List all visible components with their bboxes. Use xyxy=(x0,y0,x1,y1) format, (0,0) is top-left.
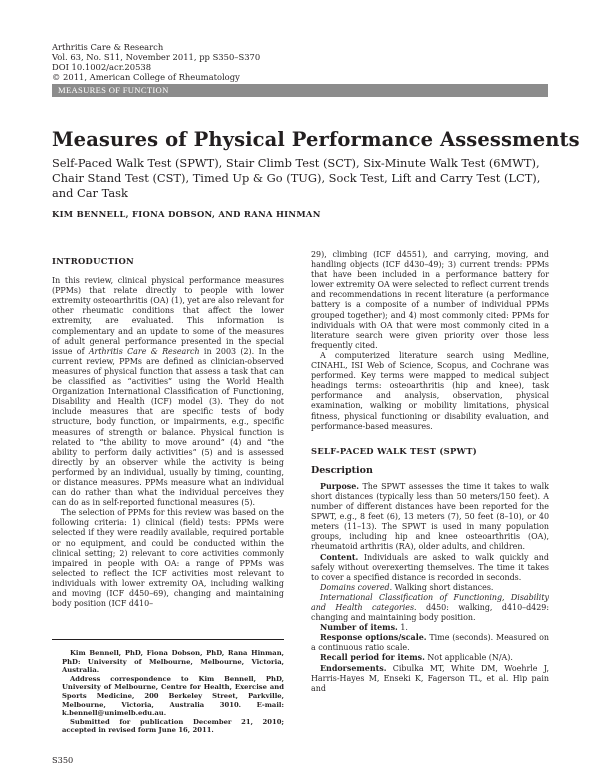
journal-volume: Vol. 63, No. S11, November 2011, pp S350–S370 xyxy=(52,52,261,62)
footnote-correspondence: Address correspondence to Kim Bennell, PhD, University of Melbourne, Centre for Health, Exercise and Sports Medicine, 200 Berkeley Street, Parkville, Melbourne, Victoria, Australia 3010. E-mail: k.bennell@unimelb.edu.au. xyxy=(62,674,284,718)
spwt-heading: SELF-PACED WALK TEST (SPWT) xyxy=(311,445,478,456)
intro-text-b: in 2003 (2). In the current review, PPMs are defined as clinician-observed measures of physical function that assess a task that can be classified as “activities” using the World Health Organization International Classification of Functioning, Disability and Health (ICF) model (3). They do not include measures that are specific tests of body structure, body function, or impairments, e.g., specific measures of strength or balance. Physical function is related to “the ability to move around” (4) and “the ability to perform daily activities” (5) and is assessed directly by an observer while the activity is being performed by an individual, usually by timing, counting, or distance measures. PPMs measure what an individual can do rather than what the individual perceives they can do as in self-reported functional measures (5). xyxy=(52,346,284,508)
description-heading: Description xyxy=(311,464,373,476)
domains-text: Walking short distances. xyxy=(392,582,494,592)
response-paragraph xyxy=(311,633,549,653)
intro-heading: INTRODUCTION xyxy=(52,256,134,266)
items-paragraph xyxy=(311,623,549,633)
journal-copyright: © 2011, American College of Rheumatology xyxy=(52,72,240,82)
domains-label: Domains covered. xyxy=(320,582,393,592)
footnote-affiliation: Kim Bennell, PhD, Fiona Dobson, PhD, Rana Hinman, PhD: University of Melbourne, Melbourne, Victoria, Australia. xyxy=(62,649,284,675)
section-label: MEASURES OF FUNCTION xyxy=(52,84,548,97)
right-column xyxy=(311,250,549,694)
icf-label: International Classification of Functioning, Disability and Health categories. xyxy=(311,592,549,612)
response-label: Response options/scale. xyxy=(320,633,427,643)
recall-text: Not applicable (N/A). xyxy=(424,653,513,663)
literature-search-paragraph: A computerized literature search using Medline, CINAHL, ISI Web of Science, Scopus, and Cochrane was performed. Key terms were mapped to medical subject headings terms: osteoarthritis (hip and knee), task performance and analysis, observation, physical examination, walking or mobility limitations, physical fitness, physical functioning or disability evaluation, and performance-based measures. xyxy=(311,350,549,431)
purpose-paragraph xyxy=(311,482,549,553)
footnote-rule xyxy=(52,639,284,640)
recall-paragraph xyxy=(311,653,549,663)
items-label: Number of items. xyxy=(320,623,398,633)
domains-paragraph xyxy=(311,583,549,593)
journal-name: Arthritis Care & Research xyxy=(52,42,164,52)
items-text: 1. xyxy=(397,623,408,633)
journal-title-italic: Arthritis Care & Research xyxy=(88,346,200,356)
content-text: Individuals are asked to walk quickly and safely without overexerting themselves. The time it takes to cover a specified distance is recorded in seconds. xyxy=(311,552,549,582)
journal-citation xyxy=(52,42,260,82)
endorsements-label: Endorsements. xyxy=(320,663,387,673)
page-number: S350 xyxy=(52,755,74,765)
footnote-submission: Submitted for publication December 21, 2010; accepted in revised form June 16, 2011. xyxy=(62,717,284,735)
article-authors: KIM BENNELL, FIONA DOBSON, AND RANA HINMAN xyxy=(52,209,321,219)
icf-paragraph xyxy=(311,593,549,623)
intro-paragraph-1 xyxy=(52,276,284,508)
endorsements-paragraph xyxy=(311,664,549,694)
criteria-continued: 29), climbing (ICF d4551), and carrying, moving, and handling objects (ICF d430–49); 3) current trends: PPMs that have been included in a performance battery for lower extremity OA were selected to reflect current trends and recommendations in recent literature (a performance battery is a composite of a number of individual PPMs grouped together); and 4) most commonly cited: PPMs for individuals with OA that were most commonly cited in a literature search were given priority over those less frequently cited. xyxy=(311,250,549,350)
content-label: Content. xyxy=(320,552,359,562)
article-subtitle: Self-Paced Walk Test (SPWT), Stair Climb Test (SCT), Six-Minute Walk Test (6MWT), Chair Stand Test (CST), Timed Up & Go (TUG), Sock Test, Lift and Carry Test (LCT), and Car Task xyxy=(52,156,541,200)
author-footnote xyxy=(62,649,284,735)
recall-label: Recall period for items. xyxy=(320,653,425,663)
intro-text-a: In this review, clinical physical performance measures (PPMs) that relate directly to people with lower extremity osteoarthritis (OA) (1), yet are also relevant for other rheumatic conditions that affect the lower extremity, are evaluated. This information is complementary and an update to some of the measures of adult general performance presented in the special issue of xyxy=(52,276,284,356)
left-column xyxy=(52,256,284,609)
section-gap xyxy=(311,432,549,446)
endorsements-text: Cibulka MT, White DM, Woehrle J, Harris-Hayes M, Enseki K, Fagerson TL, et al. Hip pain and xyxy=(311,663,549,693)
content-paragraph xyxy=(311,553,549,583)
response-text: Time (seconds). Measured on a continuous ratio scale. xyxy=(311,633,549,653)
article-title: Measures of Physical Performance Assessments xyxy=(52,128,580,151)
icf-text: d450: walking, d410–d429: changing and maintaining body position. xyxy=(311,603,549,623)
purpose-text: The SPWT assesses the time it takes to walk short distances (typically less than 50 meters/150 feet). A number of different distances have been reported for the SPWT, e.g., 8 feet (6), 13 meters (7), 50 feet (8–10), or 40 meters (11–13). The SPWT is used in many population groups, including hip and knee osteoarthritis (OA), rheumatoid arthritis (RA), older adults, and children. xyxy=(311,481,549,552)
purpose-label: Purpose. xyxy=(320,481,360,491)
intro-paragraph-2: The selection of PPMs for this review was based on the following criteria: 1) clinical (field) tests: PPMs were selected if they were readily available, required portable or no equipment, and could be conducted within the clinical setting; 2) relevant to core activities commonly impaired in people with OA: a range of PPMs was selected to reflect the ICF activities most relevant to individuals with lower extremity OA, including walking and moving (ICF d450–69), changing and maintaining body position (ICF d410– xyxy=(52,508,284,609)
journal-doi: DOI 10.1002/acr.20538 xyxy=(52,62,152,72)
